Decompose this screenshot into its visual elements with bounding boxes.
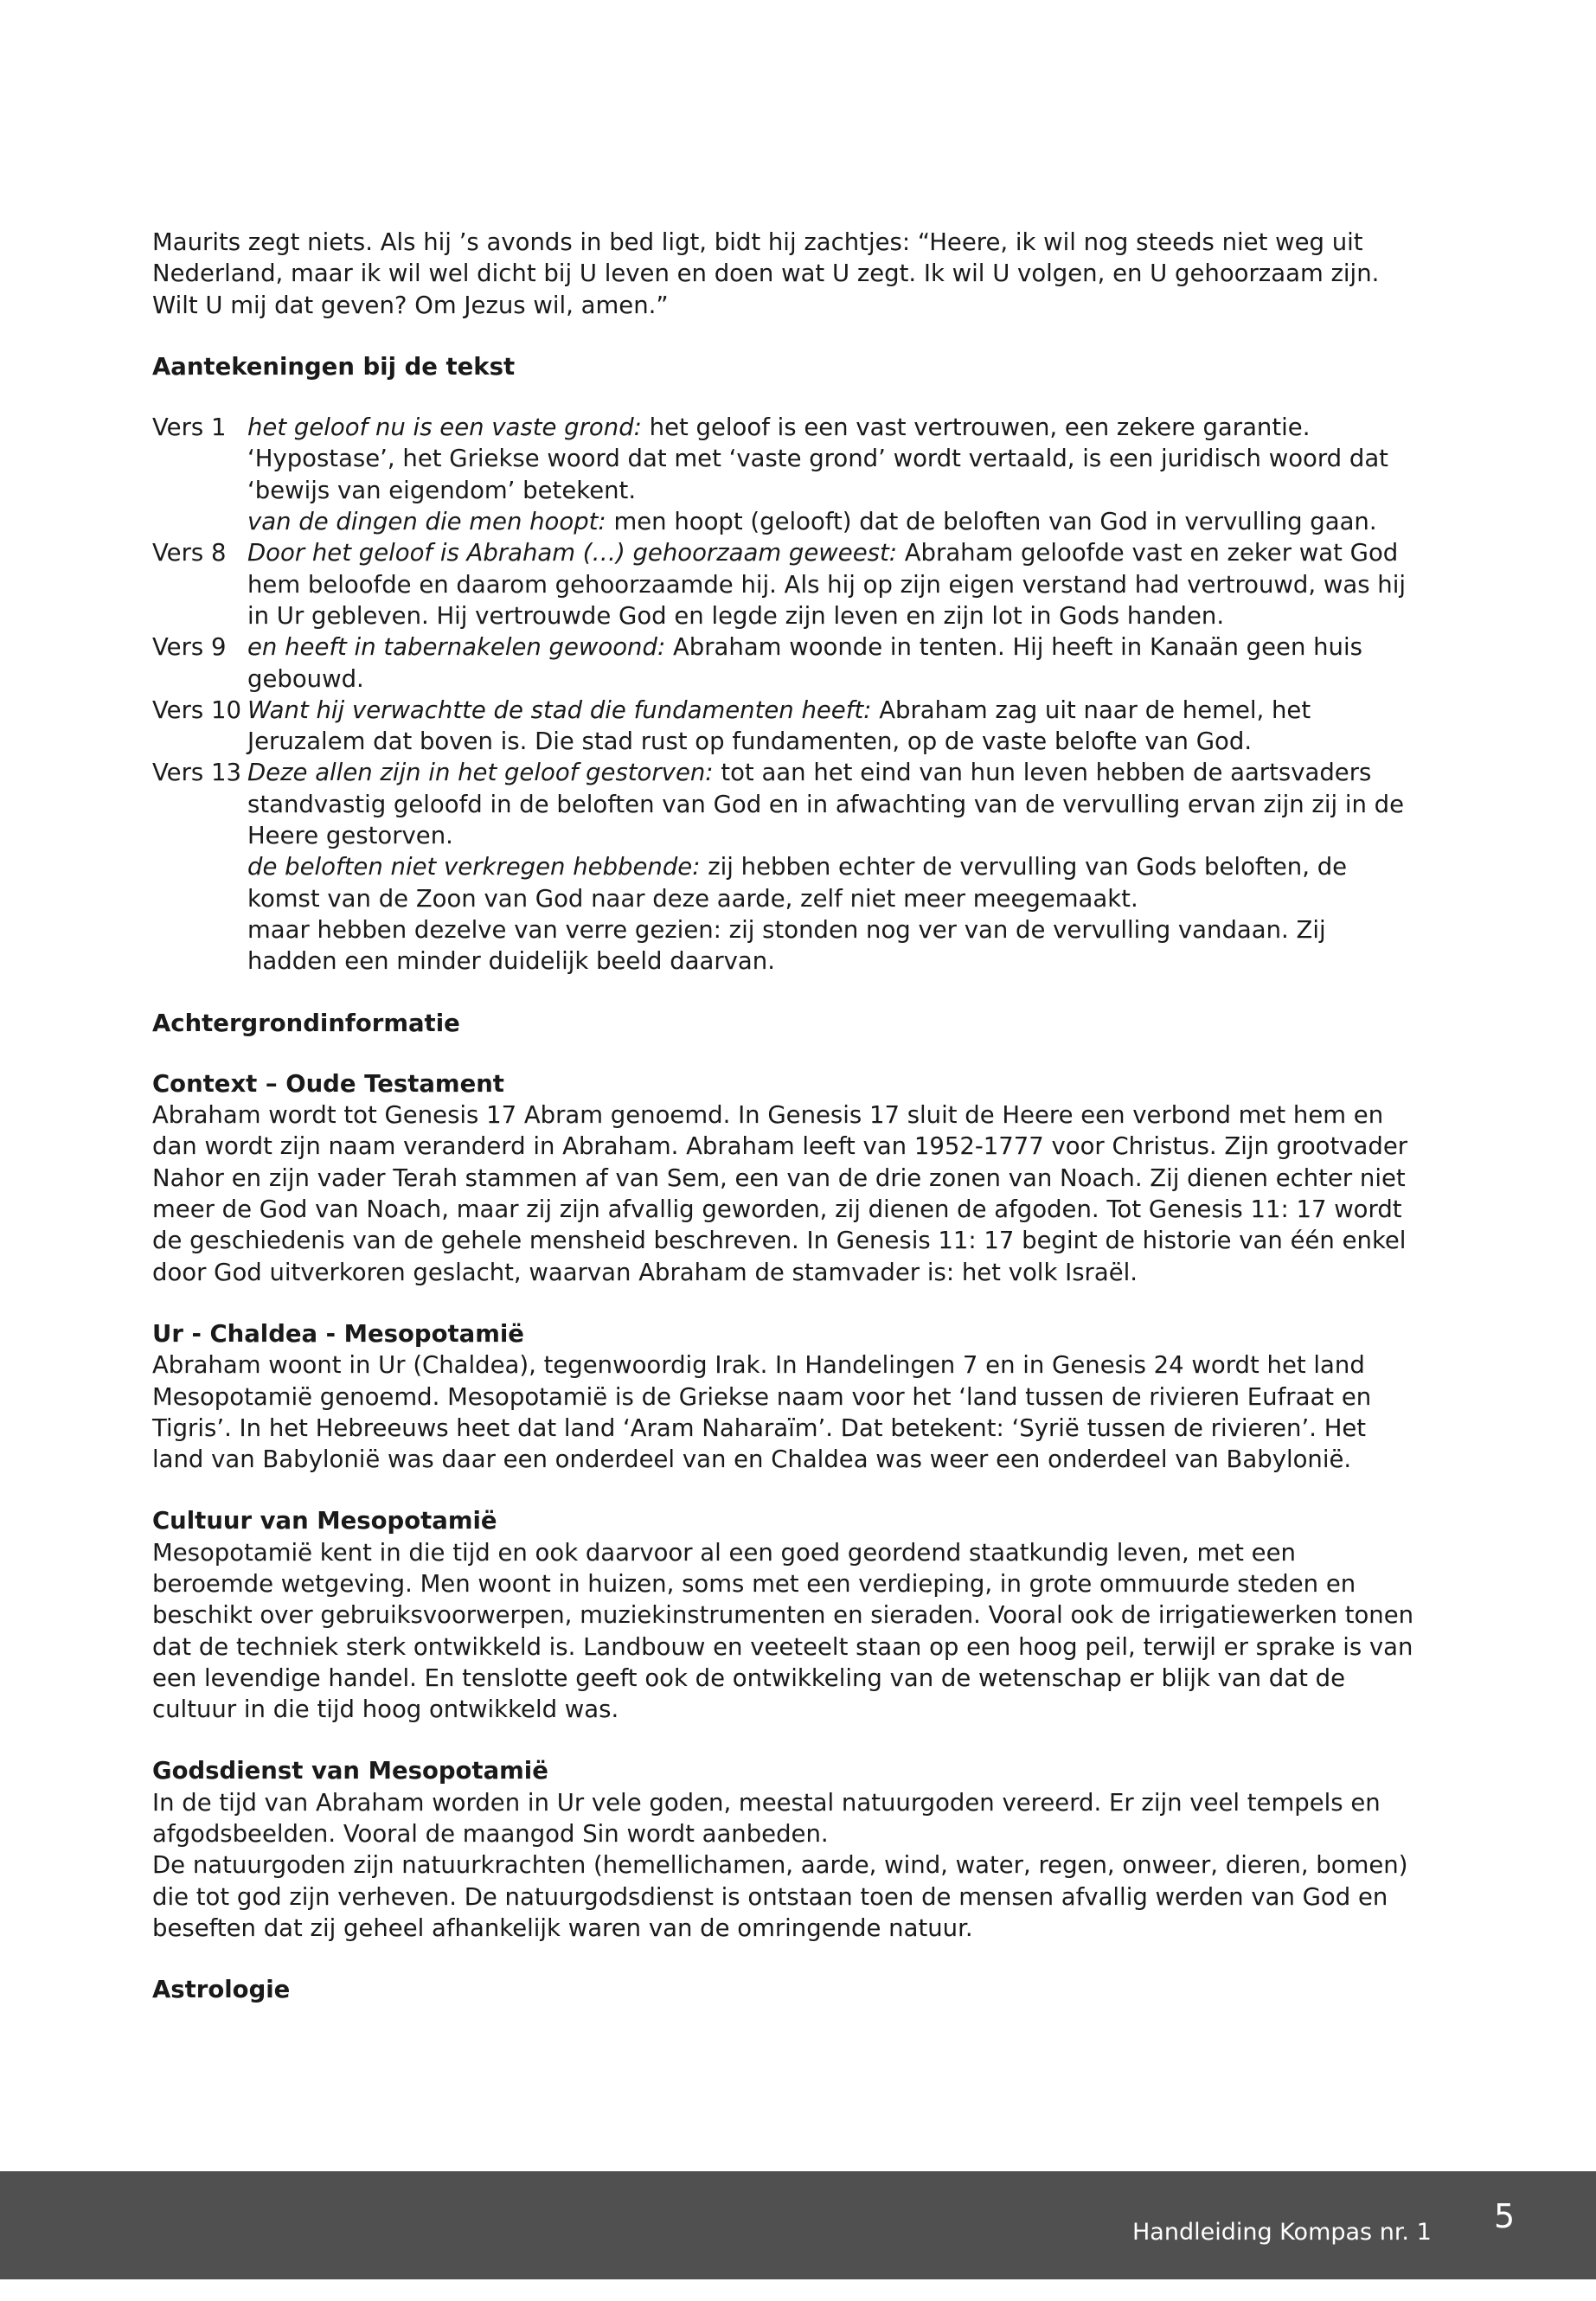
section-title: Godsdienst van Mesopotamië	[152, 1757, 548, 1785]
verse-note	[152, 757, 1415, 977]
intro-paragraph: Maurits zegt niets. Als hij ’s avonds in bed ligt, bidt hij zachtjes: “Heere, ik wil nog steeds niet weg uit Nederland, maar ik wil wel dicht bij U leven en doen wat U zegt. Ik wil U volgen, en U gehoorzaam zijn. Wilt U mij dat geven? Om Jezus wil, amen.”	[152, 228, 1380, 319]
section-culture	[152, 1505, 1415, 1725]
section-title: Context – Oude Testament	[152, 1069, 504, 1098]
verse-notes	[152, 412, 1415, 977]
section-title: Ur - Chaldea - Mesopotamië	[152, 1319, 524, 1348]
verse-entry	[247, 412, 1415, 506]
verse-label: Vers 1	[152, 413, 227, 442]
verse-explanation: Abraham woonde in tenten. Hij heeft in Kanaän geen huis gebouwd.	[247, 633, 1362, 693]
verse-phrase: Door het geloof is Abraham (…) gehoorzaam geweest:	[247, 539, 897, 567]
section-context	[152, 1068, 1415, 1288]
section-paragraph: Abraham wordt tot Genesis 17 Abram genoemd. In Genesis 17 sluit de Heere een verbond met hem en dan wordt zijn naam veranderd in Abraham. Abraham leeft van 1952-1777 voor Christus. Zijn grootvader Nahor en zijn vader Terah stammen af van Sem, een van de drie zonen van Noach. Zij dienen echter niet meer de God van Noach, maar zij zijn afvallig geworden, zij dienen de afgoden. Tot Genesis 11: 17 wordt de geschiedenis van de gehele mensheid beschreven. In Genesis 11: 17 begint de historie van één enkel door God uitverkoren geslacht, waarvan Abraham de stamvader is: het volk Israël.	[152, 1101, 1408, 1286]
verse-label: Vers 13	[152, 759, 241, 787]
page-number: 5	[1494, 2197, 1516, 2235]
verse-label: Vers 9	[152, 633, 227, 662]
section-title: Cultuur van Mesopotamië	[152, 1507, 497, 1535]
verse-explanation: het geloof is een vast vertrouwen, een zekere garantie. ‘Hypostase’, het Griekse woord dat met ‘vaste grond’ wordt vertaald, is een juridisch woord dat ‘bewijs van eigendom’ betekent.	[247, 413, 1388, 504]
verse-phrase: Deze allen zijn in het geloof gestorven:	[247, 759, 714, 787]
verse-note	[152, 695, 1415, 758]
verse-phrase: de beloften niet verkregen hebbende:	[247, 853, 701, 881]
verse-phrase: en heeft in tabernakelen gewoond:	[247, 633, 666, 662]
verse-phrase: het geloof nu is een vaste grond:	[247, 413, 642, 442]
section-paragraph: Abraham woont in Ur (Chaldea), tegenwoordig Irak. In Handelingen 7 en in Genesis 24 wordt het land Mesopotamië genoemd. Mesopotamië is de Griekse naam voor het ‘land tussen de rivieren Eufraat en Tigris’. In het Hebreeuws heet dat land ‘Aram Naharaïm’. Dat betekent: ‘Syrië tussen de rivieren’. Het land van Babylonië was daar een onderdeel van en Chaldea was weer een onderdeel van Babylonië.	[152, 1351, 1372, 1474]
verse-explanation: maar hebben dezelve van verre gezien: zij stonden nog ver van de vervulling vandaan. Zij hadden een minder duidelijk beeld daarvan.	[247, 915, 1326, 976]
verse-entry	[247, 631, 1415, 695]
verse-entry	[247, 695, 1415, 758]
verse-entry	[247, 506, 1415, 537]
verse-label: Vers 8	[152, 539, 227, 567]
verse-entry	[247, 851, 1415, 914]
verse-explanation: tot aan het eind van hun leven hebben de aartsvaders standvastig geloofd in de beloften van God en in afwachting van de vervulling ervan zijn zij in de Heere gestorven.	[247, 759, 1405, 850]
notes-heading: Aantekeningen bij de tekst	[152, 352, 516, 381]
verse-explanation: Abraham zag uit naar de hemel, het Jeruzalem dat boven is. Die stad rust op fundamenten, op de vaste belofte van God.	[247, 695, 1311, 756]
section-paragraph: De natuurgoden zijn natuurkrachten (hemellichamen, aarde, wind, water, regen, onweer, dieren, bomen) die tot god zijn verheven. De natuurgodsdienst is ontstaan toen de mensen afvallig werden van God en beseften dat zij geheel afhankelijk waren van de omringende natuur.	[152, 1851, 1408, 1942]
verse-note	[152, 537, 1415, 631]
verse-explanation: zij hebben echter de vervulling van Gods beloften, de komst van de Zoon van God naar deze aarde, zelf niet meer meegemaakt.	[247, 853, 1348, 913]
section-ur-chaldea	[152, 1318, 1415, 1475]
verse-entry	[247, 537, 1415, 631]
verse-phrase: Want hij verwachtte de stad die fundamenten heeft:	[247, 695, 872, 724]
verse-phrase: van de dingen die men hoopt:	[247, 508, 606, 536]
background-heading: Achtergrondinformatie	[152, 1009, 460, 1037]
verse-explanation: Abraham geloofde vast en zeker wat God hem beloofde en daarom gehoorzaamde hij. Als hij op zijn eigen verstand had vertrouwd, was hij in Ur gebleven. Hij vertrouwde God en legde zijn leven en zijn lot in Gods handen.	[247, 539, 1406, 630]
verse-note	[152, 412, 1415, 537]
verse-entry	[247, 757, 1415, 851]
footer-title: Handleiding Kompas nr. 1	[1132, 2219, 1432, 2246]
verse-explanation: men hoopt (gelooft) dat de beloften van God in vervulling gaan.	[606, 508, 1377, 536]
section-paragraph: In de tijd van Abraham worden in Ur vele goden, meestal natuurgoden vereerd. Er zijn veel tempels en afgodsbeelden. Vooral de maangod Sin wordt aanbeden.	[152, 1788, 1381, 1849]
section-paragraph: Mesopotamië kent in die tijd en ook daarvoor al een goed geordend staatkundig leven, met een beroemde wetgeving. Men woont in huizen, soms met een verdieping, in grote ommuurde steden en beschikt over gebruiksvoorwerpen, muziekinstrumenten en sieraden. Vooral ook de irrigatiewerken tonen dat de techniek sterk ontwikkeld is. Landbouw en veeteelt staan op een hoog peil, terwijl er sprake is van een levendige handel. En tenslotte geeft ook de ontwikkeling van de wetenschap er blijk van dat de cultuur in die tijd hoog ontwikkeld was.	[152, 1538, 1414, 1724]
section-religion	[152, 1755, 1415, 1944]
astrology-heading: Astrologie	[152, 1976, 291, 2004]
document-body	[152, 227, 1415, 2006]
verse-label: Vers 10	[152, 695, 241, 724]
verse-entry	[247, 914, 1415, 977]
verse-note	[152, 631, 1415, 695]
